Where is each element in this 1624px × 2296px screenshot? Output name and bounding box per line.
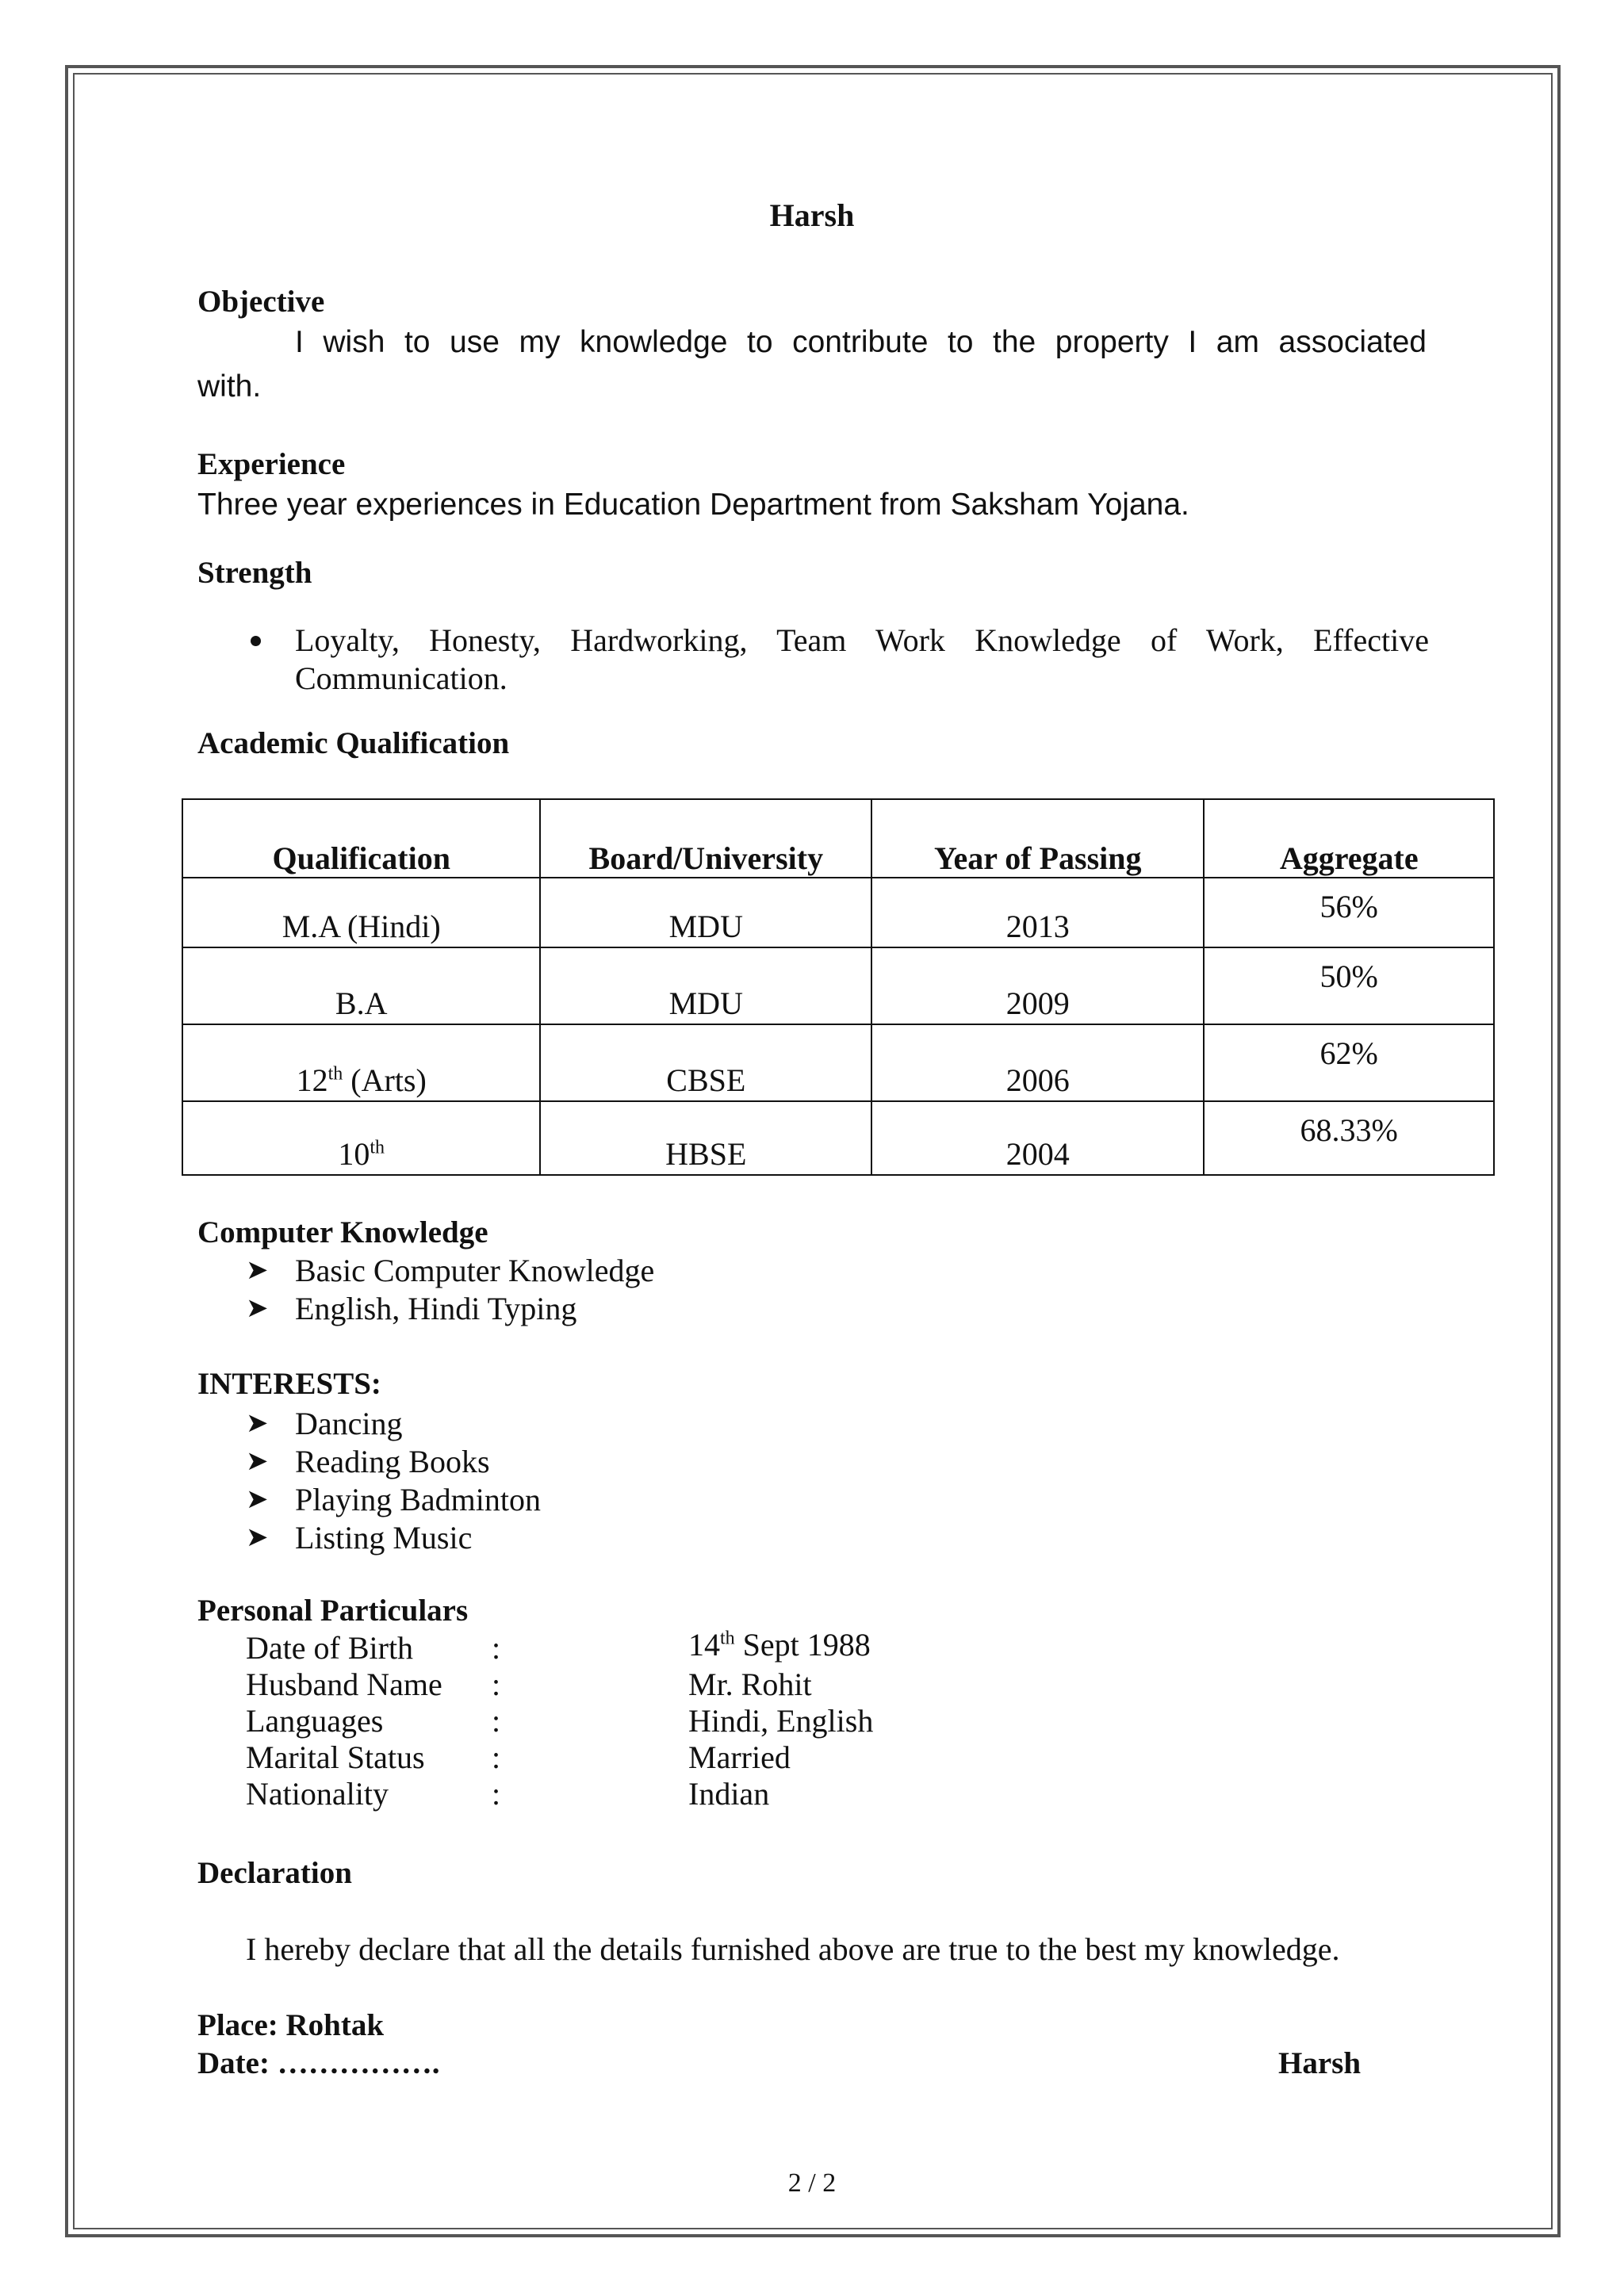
academic-heading: Academic Qualification [197,726,510,760]
personal-separator: : [492,1630,501,1666]
personal-label: Husband Name [246,1667,442,1702]
table-row [182,1024,1494,1101]
bullet-icon [251,636,261,646]
experience-heading: Experience [197,447,346,481]
year-cell: 2004 [871,1101,1204,1175]
year-cell: 2006 [871,1024,1204,1101]
column-header-year: Year of Passing [871,799,1204,878]
interest-item: Playing Badminton [295,1482,541,1517]
experience-text: Three year experiences in Education Department from Saksham Yojana. [197,488,1189,522]
qualification-cell: 10th [182,1101,540,1175]
personal-label: Marital Status [246,1739,425,1775]
declaration-heading: Declaration [197,1856,352,1890]
year-cell: 2013 [871,878,1204,947]
board-cell: MDU [540,878,871,947]
aggregate-cell: 56% [1204,878,1494,947]
personal-heading: Personal Particulars [197,1594,469,1628]
arrow-bullet-icon: ➤ [246,1485,269,1514]
strength-line1: Loyalty, Honesty, Hardworking, Team Work Knowledge of Work, Effective [295,622,1429,658]
personal-separator: : [492,1703,501,1739]
academic-table [182,798,1495,1176]
personal-value: Indian [688,1776,770,1812]
computer-heading: Computer Knowledge [197,1215,488,1249]
personal-separator: : [492,1776,501,1812]
resume-name-title: Harsh [769,197,855,233]
qualification-cell: M.A (Hindi) [182,878,540,947]
declaration-text: I hereby declare that all the details furnished above are true to the best my knowledge. [246,1931,1340,1967]
table-header-row [182,799,1494,878]
page-number: 2 / 2 [787,2168,837,2198]
strength-heading: Strength [197,556,312,590]
date-line: Date: ……………. [197,2046,440,2080]
table-row [182,947,1494,1024]
table-row [182,878,1494,947]
interest-item: Dancing [295,1406,403,1441]
personal-separator: : [492,1667,501,1702]
arrow-bullet-icon: ➤ [246,1294,269,1323]
personal-value: 14th Sept 1988 [688,1627,871,1663]
column-header-board: Board/University [540,799,871,878]
table-row [182,1101,1494,1175]
board-cell: MDU [540,947,871,1024]
computer-item: English, Hindi Typing [295,1291,577,1326]
aggregate-cell: 68.33% [1204,1101,1494,1175]
column-header-aggregate: Aggregate [1204,799,1494,878]
column-header-qualification: Qualification [182,799,540,878]
signature-name: Harsh [1278,2046,1362,2080]
objective-heading: Objective [197,285,325,319]
personal-label: Nationality [246,1776,389,1812]
arrow-bullet-icon: ➤ [246,1409,269,1438]
interests-heading: INTERESTS: [197,1367,381,1401]
board-cell: CBSE [540,1024,871,1101]
qualification-cell: B.A [182,947,540,1024]
strength-line2: Communication. [295,660,508,696]
interest-item: Listing Music [295,1520,473,1556]
arrow-bullet-icon: ➤ [246,1447,269,1476]
personal-label: Languages [246,1703,384,1739]
place-line: Place: Rohtak [197,2008,385,2042]
arrow-bullet-icon: ➤ [246,1256,269,1285]
objective-text-line2: with. [197,369,262,404]
arrow-bullet-icon: ➤ [246,1523,269,1552]
personal-value: Mr. Rohit [688,1667,812,1702]
computer-item: Basic Computer Knowledge [295,1253,655,1288]
year-cell: 2009 [871,947,1204,1024]
aggregate-cell: 62% [1204,1024,1494,1101]
aggregate-cell: 50% [1204,947,1494,1024]
personal-label: Date of Birth [246,1630,414,1666]
qualification-cell: 12th (Arts) [182,1024,540,1101]
interest-item: Reading Books [295,1444,490,1479]
personal-value: Hindi, English [688,1703,874,1739]
objective-text-line1: I wish to use my knowledge to contribute to the property I am associated [295,325,1427,359]
personal-value: Married [688,1739,791,1775]
board-cell: HBSE [540,1101,871,1175]
personal-separator: : [492,1739,501,1775]
